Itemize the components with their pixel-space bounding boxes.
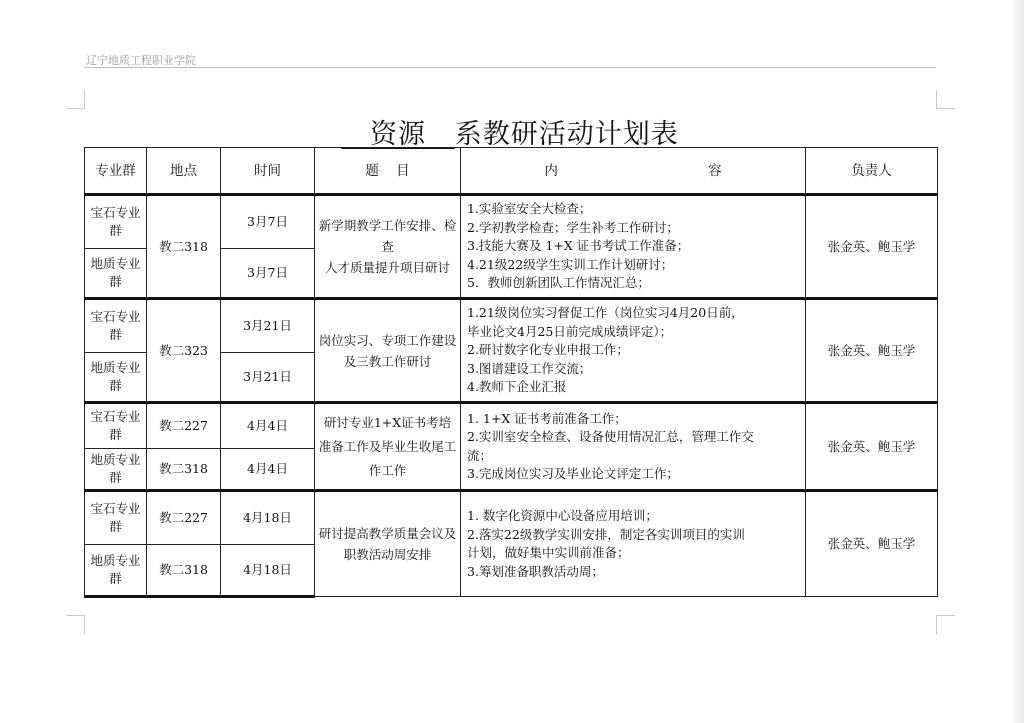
col-header-place: 地点 <box>147 148 221 195</box>
time-cell: 4月4日 <box>221 403 315 449</box>
content-cell: 1.实验室安全大检查； 2.学初教学检查；学生补考工作研讨； 3.技能大赛及 1+X 证书考试工作准备； 4.21级22级学生实训工作计划研讨； 5．教师创新团队工作情况汇总； <box>461 195 806 299</box>
table-row <box>85 403 938 449</box>
owner-cell: 张金英、鲍玉学 <box>806 195 938 299</box>
time-cell: 4月18日 <box>221 545 315 597</box>
place-cell: 教二227 <box>147 491 221 545</box>
group-cell: 宝石专业群 <box>85 491 147 545</box>
title-department: 资源 <box>370 119 426 150</box>
content-cell: 1.21级岗位实习督促工作（岗位实习4月20日前， 毕业论文4月25日前完成成绩评定）； 2.研讨数字化专业申报工作； 3.图谱建设工作交流； 4.教师下企业汇报 <box>461 299 806 403</box>
time-cell: 3月21日 <box>221 299 315 353</box>
col-header-content: 内 容 <box>461 148 806 195</box>
page-edge <box>1010 0 1024 723</box>
topic-cell: 岗位实习、专项工作建设及三教工作研讨 <box>315 299 461 403</box>
owner-cell: 张金英、鲍玉学 <box>806 491 938 597</box>
page-title <box>84 112 936 151</box>
crop-mark <box>936 90 955 109</box>
owner-cell: 张金英、鲍玉学 <box>806 299 938 403</box>
group-cell: 地质专业群 <box>85 353 147 403</box>
time-cell: 3月7日 <box>221 249 315 299</box>
topic-cell: 新学期教学工作安排、检查 人才质量提升项目研讨 <box>315 195 461 299</box>
place-cell: 教二323 <box>147 299 221 403</box>
header-row <box>85 148 938 195</box>
owner-cell: 张金英、鲍玉学 <box>806 403 938 491</box>
table-row <box>85 195 938 249</box>
group-cell: 宝石专业群 <box>85 299 147 353</box>
time-cell: 3月7日 <box>221 195 315 249</box>
table-row <box>85 491 938 545</box>
time-cell: 3月21日 <box>221 353 315 403</box>
crop-mark <box>66 90 85 109</box>
topic-cell: 研讨专业1+X证书考培准备工作及毕业生收尾工作工作 <box>315 403 461 491</box>
group-cell: 地质专业群 <box>85 249 147 299</box>
col-header-owner: 负责人 <box>806 148 938 195</box>
group-cell: 宝石专业群 <box>85 195 147 249</box>
header-institution: 辽宁地质工程职业学院 <box>86 54 196 67</box>
group-cell: 地质专业群 <box>85 545 147 597</box>
title-rest: 系教研活动计划表 <box>454 119 679 150</box>
time-cell: 4月18日 <box>221 491 315 545</box>
place-cell: 教二318 <box>147 449 221 491</box>
group-cell: 地质专业群 <box>85 449 147 491</box>
topic-cell: 研讨提高教学质量会议及职教活动周安排 <box>315 491 461 597</box>
col-header-topic: 题 目 <box>315 148 461 195</box>
time-cell: 4月4日 <box>221 449 315 491</box>
content-cell: 1. 数字化资源中心设备应用培训； 2.落实22级教学实训安排，制定各实训项目的实训 计划，做好集中实训前准备； 3.筹划准备职教活动周； <box>461 491 806 597</box>
activity-plan-table <box>84 147 938 598</box>
col-header-group: 专业群 <box>85 148 147 195</box>
place-cell: 教二227 <box>147 403 221 449</box>
content-cell: 1. 1+X 证书考前准备工作； 2.实训室安全检查、设备使用情况汇总，管理工作交 流； 3.完成岗位实习及毕业论文评定工作； <box>461 403 806 491</box>
col-header-time: 时间 <box>221 148 315 195</box>
header-rule <box>84 67 936 68</box>
place-cell: 教二318 <box>147 195 221 299</box>
place-cell: 教二318 <box>147 545 221 597</box>
crop-mark <box>936 615 955 634</box>
group-cell: 宝石专业群 <box>85 403 147 449</box>
crop-mark <box>66 615 85 634</box>
table-row <box>85 299 938 353</box>
